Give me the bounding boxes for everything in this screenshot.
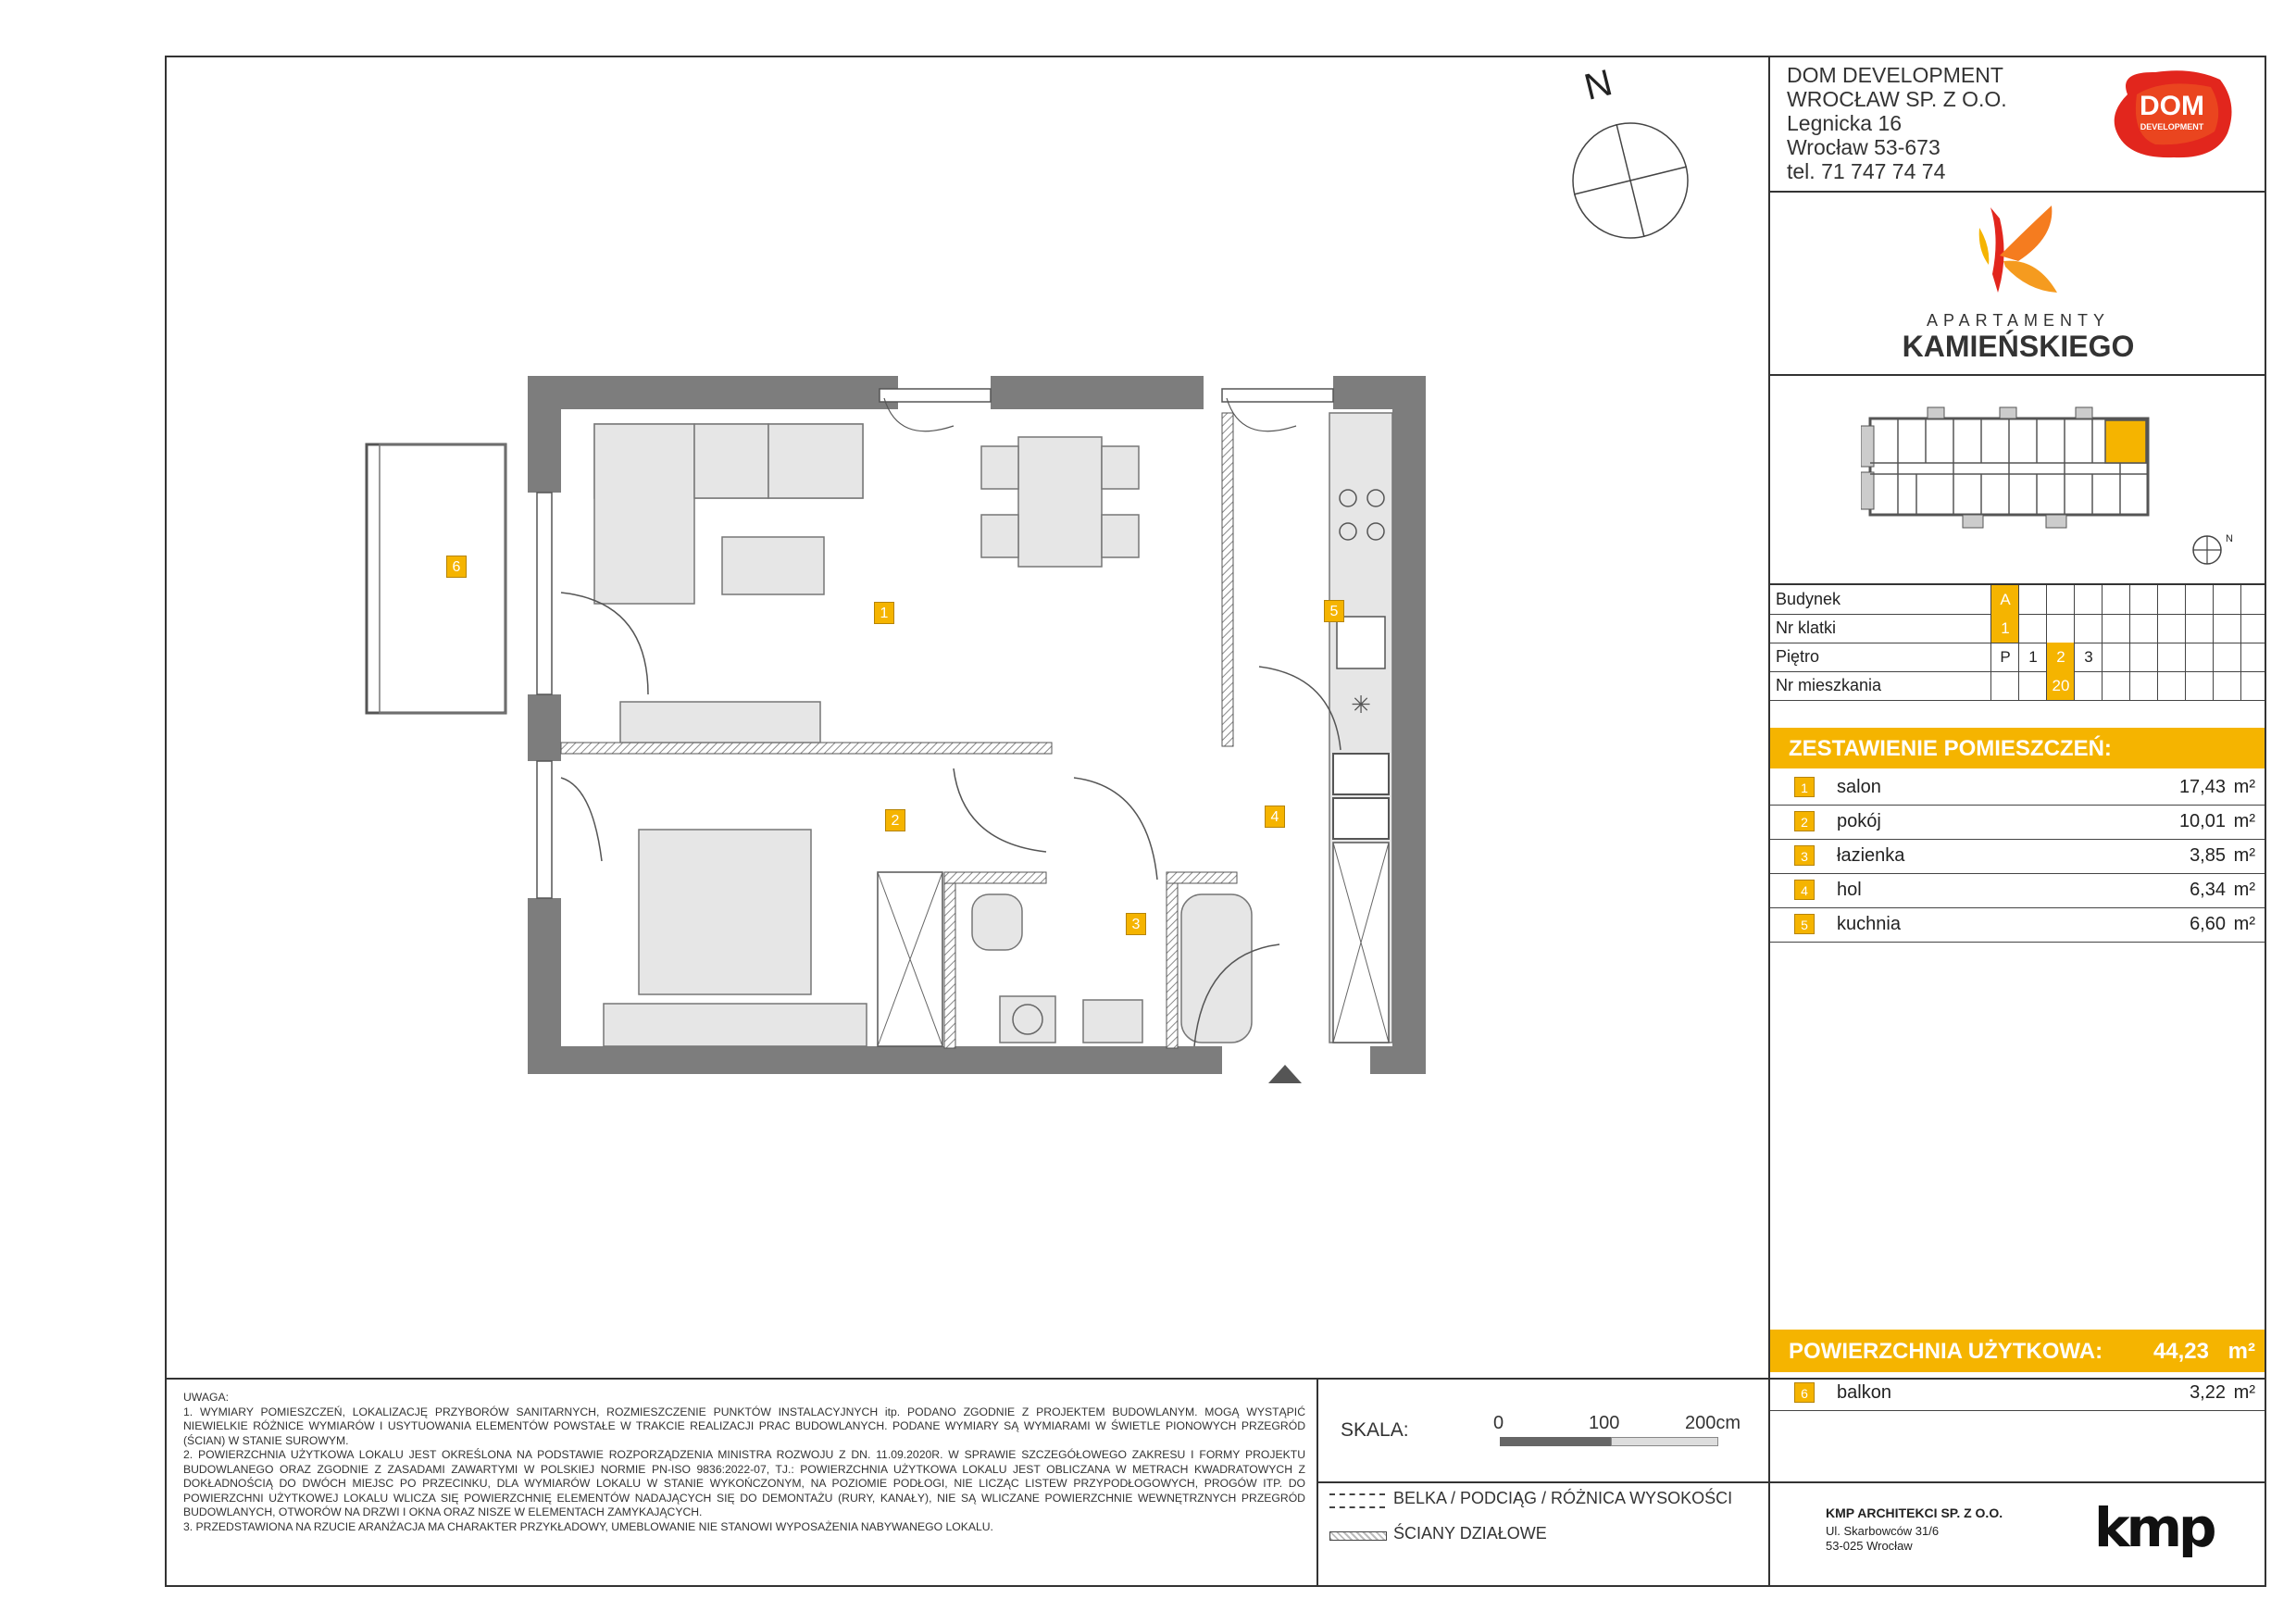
info-cell: [2213, 643, 2241, 671]
rooms-header-bar: [1770, 728, 2265, 768]
info-cell: 2: [2046, 643, 2075, 671]
room-area: 17,43: [2178, 777, 2226, 797]
scale-tick-100: 100: [1589, 1413, 1620, 1433]
info-cell: [2102, 585, 2130, 614]
info-cell: [2129, 585, 2158, 614]
info-cell: [2102, 614, 2130, 643]
project-name-line2: KAMIEŃSKIEGO: [1902, 330, 2135, 363]
note-item: 3. PRZEDSTAWIONA NA RZUCIE ARANŻACJA MA CHARAKTER PRZYKŁADOWY, UMEBLOWANIE NIE STANOWI WYPOSAŻENIA NABYWANEGO LOKALU.: [183, 1519, 993, 1533]
room-number-badge: 1: [1794, 777, 1815, 797]
info-cell: 1: [1990, 614, 2019, 643]
room-area: 3,85: [2190, 845, 2226, 866]
info-cell: [2102, 643, 2130, 671]
info-cell: [2157, 643, 2186, 671]
room-unit: m²: [2233, 777, 2255, 797]
wall-legend-label: ŚCIANY DZIAŁOWE: [1393, 1524, 1547, 1543]
dom-development-logo: [2109, 67, 2235, 161]
room-area: 6,34: [2190, 880, 2226, 900]
architect-name: KMP ARCHITEKCI SP. Z O.O.: [1826, 1505, 2003, 1520]
room-unit: m²: [2233, 914, 2255, 934]
scale-bar-light: [1611, 1437, 1718, 1446]
room-number-badge: 2: [1794, 811, 1815, 831]
company-info: [1787, 63, 2007, 183]
room-name: hol: [1837, 880, 1862, 900]
room-number-badge: 3: [1794, 845, 1815, 866]
room-name: salon: [1837, 777, 1881, 797]
scale-tick-0: 0: [1493, 1413, 1504, 1433]
compass-icon: [1570, 120, 1691, 241]
info-cell: [2074, 614, 2103, 643]
info-cell: [2046, 614, 2075, 643]
room-tag-6: 6: [446, 556, 467, 578]
rooms-header: ZESTAWIENIE POMIESZCZEŃ:: [1789, 736, 2112, 761]
room-number-badge: 4: [1794, 880, 1815, 900]
room-unit: m²: [2233, 845, 2255, 866]
info-cell: [2213, 614, 2241, 643]
info-cell: [2240, 643, 2269, 671]
info-cell: [2018, 671, 2047, 700]
info-cell: 3: [2074, 643, 2103, 671]
info-label: Nr klatki: [1776, 618, 1837, 637]
info-cell: [2185, 643, 2214, 671]
info-cell: [2185, 614, 2214, 643]
info-cell: P: [1990, 643, 2019, 671]
room-tag-3: 3: [1126, 913, 1146, 935]
room-unit: m²: [2233, 880, 2255, 900]
info-label: Nr mieszkania: [1776, 676, 1882, 694]
svg-text:✳: ✳: [1351, 692, 1371, 719]
beam-legend-label: BELKA / PODCIĄG / RÓŻNICA WYSOKOŚCI: [1393, 1489, 1733, 1507]
info-label: Budynek: [1776, 590, 1841, 608]
info-cell: [2157, 671, 2186, 700]
room-tag-5: 5: [1324, 600, 1344, 622]
info-cell: [2240, 585, 2269, 614]
info-cell: [2074, 585, 2103, 614]
architect-city: 53-025 Wrocław: [1826, 1539, 1913, 1553]
info-cell: [2157, 614, 2186, 643]
compass-north-label: N: [1579, 62, 1616, 108]
info-cell: [2129, 643, 2158, 671]
architect-street: Ul. Skarbowców 31/6: [1826, 1524, 1940, 1538]
info-cell: [2157, 585, 2186, 614]
room-name: kuchnia: [1837, 914, 1901, 934]
room-number-badge: 6: [1794, 1382, 1815, 1403]
notes-title: UWAGA:: [183, 1391, 229, 1404]
usable-area-unit: m²: [2227, 1339, 2255, 1364]
room-row-lazienka: [1770, 839, 2265, 874]
company-branch: WROCŁAW SP. Z O.O.: [1787, 87, 2007, 111]
scale-tick-200: 200cm: [1685, 1413, 1741, 1433]
company-city: Wrocław 53-673: [1787, 135, 1940, 159]
info-cell: [2102, 671, 2130, 700]
room-number-badge: 5: [1794, 914, 1815, 934]
room-tag-1: 1: [874, 602, 894, 624]
info-cell: [1990, 671, 2019, 700]
info-cell: [2213, 585, 2241, 614]
room-tag-2: 2: [885, 809, 905, 831]
wall-legend-icon: [1329, 1531, 1387, 1541]
info-cell: [2240, 614, 2269, 643]
room-row-pokoj: [1770, 805, 2265, 840]
room-name: łazienka: [1837, 845, 1905, 866]
company-name: DOM DEVELOPMENT: [1787, 63, 2003, 87]
note-item: 1. WYMIARY POMIESZCZEŃ, LOKALIZACJĘ PRZYBORÓW SANITARNYCH, ROZMIESZCZENIE PUNKTÓW INSTALACYJNYCH itp. PODANO ZGODNIE Z PROJEKTEM BUDOWLANYM. MOGĄ WYSTĄPIĆ NIEWIELKIE RÓŻNICE WYMIARÓW I USYTUOWANIA ELEMENTÓW POWSTAŁE W TRAKCIE REALIZACJI PRAC BUDOWLANYCH. PODANE WYMIARY SĄ WYMIARAMI W ŚWIETLE PIONOWYCH PRZEGRÓD (ŚCIAN) W STANIE SUROWYM.: [183, 1405, 1305, 1447]
room-row-kuchnia: [1770, 907, 2265, 943]
room-area: 6,60: [2190, 914, 2226, 934]
company-street: Legnicka 16: [1787, 111, 1903, 135]
info-cell: [2240, 671, 2269, 700]
info-cell: [2129, 671, 2158, 700]
info-cell: A: [1990, 585, 2019, 614]
info-cell: [2046, 585, 2075, 614]
project-logo-mark: [1972, 200, 2065, 302]
info-cell: [2213, 671, 2241, 700]
info-cell: [2074, 671, 2103, 700]
usable-area-label: POWIERZCHNIA UŻYTKOWA:: [1789, 1339, 2103, 1364]
info-label: Piętro: [1776, 647, 1820, 666]
divider-architect: [1768, 1481, 2266, 1483]
room-area: 10,01: [2178, 811, 2226, 831]
usable-area-bar: [1770, 1330, 2265, 1372]
usable-area-value: 44,23: [2152, 1339, 2209, 1364]
divider-project: [1768, 374, 2266, 376]
room-unit: m²: [2233, 1382, 2255, 1403]
notes-block: [183, 1391, 1305, 1534]
scale-bar: [1500, 1437, 1611, 1446]
room-unit: m²: [2233, 811, 2255, 831]
key-plan-north-label: N: [2226, 533, 2233, 544]
room-area: 3,22: [2190, 1382, 2226, 1403]
floor-plan: [352, 361, 1500, 1102]
divider-company: [1768, 191, 2266, 193]
company-phone: tel. 71 747 74 74: [1787, 159, 1946, 183]
beam-legend-icon: [1329, 1493, 1385, 1508]
kmp-logo: kmp: [2094, 1496, 2214, 1559]
dom-logo-text: DOM: [2140, 91, 2204, 121]
info-cell: [2018, 614, 2047, 643]
info-cell: [2129, 614, 2158, 643]
room-row-balkon: [1770, 1376, 2265, 1411]
project-name-line1: APARTAMENTY: [1926, 311, 2111, 330]
room-row-salon: [1770, 770, 2265, 806]
key-plan-north-icon: [2189, 530, 2237, 570]
note-item: 2. POWIERZCHNIA UŻYTKOWA LOKALU JEST OKREŚLONA NA PODSTAWIE ROZPORZĄDZENIA MINISTRA ROZWOJU Z DN. 11.09.2020R. W SPRAWIE SZCZEGÓŁOWEGO ZAKRESU I FORMY PROJEKTU BUDOWLANEGO ORAZ ZGODNIE Z ZASADAMI ZAWARTYMI W POLSKIEJ NORMIE PN-ISO 9836:2022-07, TJ.: POWIERZCHNIA UŻYTKOWA LOKALU JEST OBLICZANA W METRACH KWADRATOWYCH Z DOKŁADNOŚCIĄ DO DWÓCH MIEJSC PO PRZECINKU, DLA WYMIARÓW LOKALU W STANIE WYKOŃCZONYM, NA POZIOMIE PODŁOGI, NIE LICZĄC LISTEW PRZYPODŁOGOWYCH, PROGÓW ITP. DO POWIERZCHNI UŻYTKOWEJ LOKALU WLICZA SIĘ POWIERZCHNIĘ ELEMENTÓW NADAJĄCYCH SIĘ DO DEMONTAŻU (RURY, KANAŁY), NIE SĄ WLICZANE POWIERZCHNIE WEWNĘTRZNYCH PRZEGRÓD BUDOWLANYCH, OTWORÓW NA DRZWI I OKNA ORAZ NISZE W ELEMENTACH ZAMYKAJĄCYCH.: [183, 1448, 1305, 1518]
info-cell: 20: [2046, 671, 2075, 700]
divider-legend: [1316, 1481, 1768, 1483]
info-cell: 1: [2018, 643, 2047, 671]
info-cell: [2185, 671, 2214, 700]
dom-logo-subtext: DEVELOPMENT: [2140, 122, 2204, 131]
room-tag-4: 4: [1265, 806, 1285, 828]
scale-label: SKALA:: [1341, 1419, 1409, 1441]
room-name: balkon: [1837, 1382, 1891, 1403]
room-row-hol: [1770, 873, 2265, 908]
building-key-plan: [1861, 398, 2166, 546]
room-name: pokój: [1837, 811, 1881, 831]
info-cell: [2185, 585, 2214, 614]
info-cell: [2018, 585, 2047, 614]
